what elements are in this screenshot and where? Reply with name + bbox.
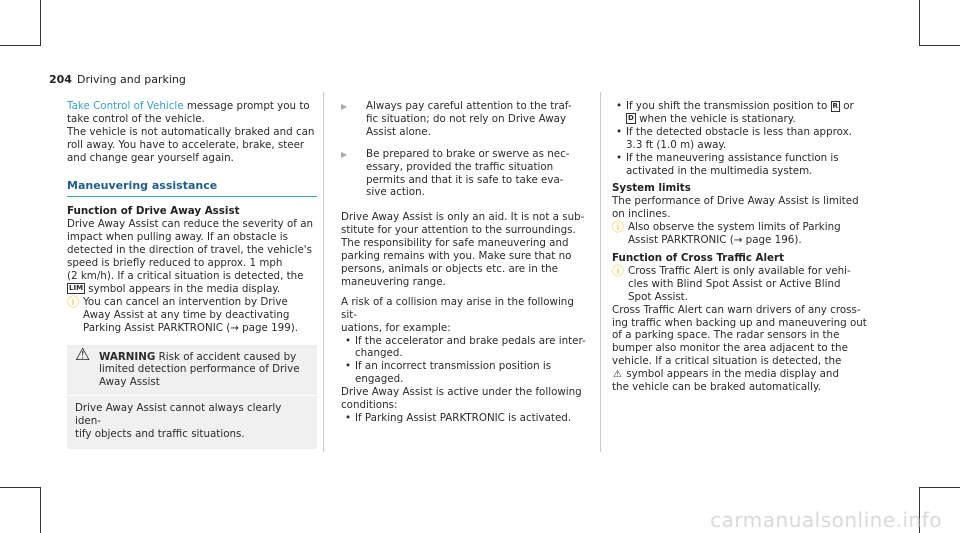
note xyxy=(67,296,317,335)
text: persons, animals or objects etc. are in the xyxy=(341,262,558,275)
lim-icon: LIM xyxy=(69,284,84,293)
text: permits and that it is safe to take eva- xyxy=(366,173,564,186)
heading-rule xyxy=(67,196,317,197)
text: 3.3 ft (1.0 m) away. xyxy=(626,138,727,151)
text: the vehicle can be braked automatically. xyxy=(612,381,821,394)
warning-title: WARNING xyxy=(99,350,156,363)
text: when the vehicle is stationary. xyxy=(635,112,796,125)
crop-mark xyxy=(919,45,960,46)
list-item xyxy=(341,148,593,200)
text: bumper also monitor the area adjacent to the xyxy=(612,342,848,355)
text: essary, provided the traffic situation xyxy=(366,160,554,173)
crop-mark xyxy=(40,0,41,46)
text: ing traffic when backing up and maneuvering out xyxy=(612,316,867,329)
info-icon: ⓘ xyxy=(67,294,80,309)
column-1 xyxy=(67,100,317,449)
text: limited detection performance of Drive xyxy=(99,363,300,376)
text: Also observe the system limits of Parking xyxy=(628,221,841,234)
subheading: Function of Drive Away Assist xyxy=(67,205,240,218)
text: symbol appears in the media display. xyxy=(85,282,281,295)
page-header xyxy=(49,73,186,86)
text: You can cancel an intervention by Drive xyxy=(83,295,288,308)
subheading: Function of Cross Traffic Alert xyxy=(612,251,784,264)
text: If you shift the transmission position to xyxy=(626,100,831,112)
text: The performance of Drive Away Assist is limited xyxy=(612,195,859,208)
crop-mark xyxy=(919,487,960,488)
text: Assist PARKTRONIC (→ page 196). xyxy=(628,234,802,247)
column-3 xyxy=(612,100,874,394)
text: If Parking Assist PARKTRONIC is activated. xyxy=(355,411,572,424)
text: Parking Assist PARKTRONIC (→ page 199). xyxy=(83,321,299,334)
section-heading: Maneuvering assistance xyxy=(67,178,218,192)
crop-mark xyxy=(0,45,41,46)
text: If an incorrect transmission position is xyxy=(355,360,552,373)
note xyxy=(612,221,874,247)
warning-icon: ⚠ xyxy=(75,344,91,365)
list-item xyxy=(341,100,593,139)
text: Be prepared to brake or swerve as nec- xyxy=(366,147,570,160)
text: vehicle. If a critical situation is detected, the xyxy=(612,355,842,368)
text: If the maneuvering assistance function is xyxy=(626,151,839,164)
text: and change gear yourself again. xyxy=(67,151,234,164)
text: stitute for your attention to the surroundings. xyxy=(341,224,576,237)
text: engaged. xyxy=(355,373,404,386)
text: Risk of accident caused by xyxy=(155,350,297,363)
text: or xyxy=(839,100,854,112)
text: (2 km/h). If a critical situation is detected, the xyxy=(67,269,304,282)
text: Away Assist at any time by deactivating xyxy=(83,308,290,321)
text: message prompt you to xyxy=(183,100,310,112)
text: symbol appears in the media display and xyxy=(622,368,839,381)
column-2 xyxy=(341,100,593,425)
page-number: 204 xyxy=(49,73,72,86)
text: of a parking space. The radar sensors in the xyxy=(612,329,840,342)
text: If the accelerator and brake pedals are inter- xyxy=(355,334,586,347)
text: on inclines. xyxy=(612,208,671,221)
subheading: System limits xyxy=(612,182,691,195)
gear-r-icon: R xyxy=(832,101,838,110)
list-item: • If the accelerator and brake pedals are inter- changed. xyxy=(341,335,593,361)
watermark: carmanualsonline.info xyxy=(710,508,942,532)
list-item: • If you shift the transmission position to R or D when the vehicle is stationary. xyxy=(616,100,854,125)
list-item: • If an incorrect transmission position is engaged. xyxy=(341,360,593,386)
list-item: • If Parking Assist PARKTRONIC is activated. xyxy=(341,412,593,425)
arrow-icon: ▶ xyxy=(341,102,348,111)
text: fic situation; do not rely on Drive Away xyxy=(366,112,567,125)
arrow-icon: ▶ xyxy=(341,149,348,159)
text: A risk of a collision may arise in the following sit- xyxy=(341,295,574,321)
text: cles with Blind Spot Assist or Active Blind xyxy=(628,277,841,290)
text: parking remains with you. Make sure that no xyxy=(341,250,572,263)
column-divider xyxy=(323,92,324,452)
text: Drive Away Assist is only an aid. It is not a sub- xyxy=(341,211,585,224)
text: The vehicle is not automatically braked and can xyxy=(67,125,315,138)
text: Always pay careful attention to the traf- xyxy=(366,100,572,112)
list-item: • If the maneuvering assistance function is activated in the multimedia system. xyxy=(612,152,874,178)
text: roll away. You have to accelerate, brake, steer xyxy=(67,138,305,151)
section-title: Driving and parking xyxy=(76,73,186,86)
note xyxy=(612,265,874,304)
text: take control of the vehicle. xyxy=(67,112,205,125)
text: If the detected obstacle is less than approx. xyxy=(626,125,852,138)
gear-d-icon: D xyxy=(628,114,634,123)
text: activated in the multimedia system. xyxy=(626,164,813,177)
text: detected in the direction of travel, the vehicle's xyxy=(67,244,312,257)
text: speed is briefly reduced to approx. 1 mph xyxy=(67,257,283,270)
text: tify objects and traffic situations. xyxy=(75,428,245,441)
text: conditions: xyxy=(341,399,398,412)
text: sive action. xyxy=(366,186,425,199)
text: Assist alone. xyxy=(366,125,431,138)
text: changed. xyxy=(355,347,403,360)
info-icon: ⓘ xyxy=(612,263,625,278)
list-item: • If the detected obstacle is less than approx. 3.3 ft (1.0 m) away. xyxy=(612,126,874,152)
text: Drive Away Assist cannot always clearly iden- xyxy=(75,402,282,428)
text: Drive Away Assist can reduce the severity of an xyxy=(67,218,314,231)
crop-mark xyxy=(919,0,920,46)
crop-mark xyxy=(40,487,41,533)
text: uations, for example: xyxy=(341,321,451,334)
message-link[interactable]: Take Control of Vehicle xyxy=(67,100,184,112)
crop-mark xyxy=(0,487,41,488)
text: maneuvering range. xyxy=(341,275,446,288)
text: impact when pulling away. If an obstacle is xyxy=(67,231,288,244)
text: Away Assist xyxy=(99,376,160,389)
cross-traffic-icon: ⚠ xyxy=(613,368,622,380)
info-icon: ⓘ xyxy=(612,220,625,235)
text: The responsibility for safe maneuvering and xyxy=(341,237,569,250)
text: Spot Assist. xyxy=(628,290,688,303)
text: Drive Away Assist is active under the following xyxy=(341,386,582,399)
text: Cross Traffic Alert can warn drivers of any cross- xyxy=(612,303,861,316)
warning-box xyxy=(67,345,317,449)
text: Cross Traffic Alert is only available for vehi- xyxy=(628,264,851,277)
column-divider xyxy=(600,92,601,452)
